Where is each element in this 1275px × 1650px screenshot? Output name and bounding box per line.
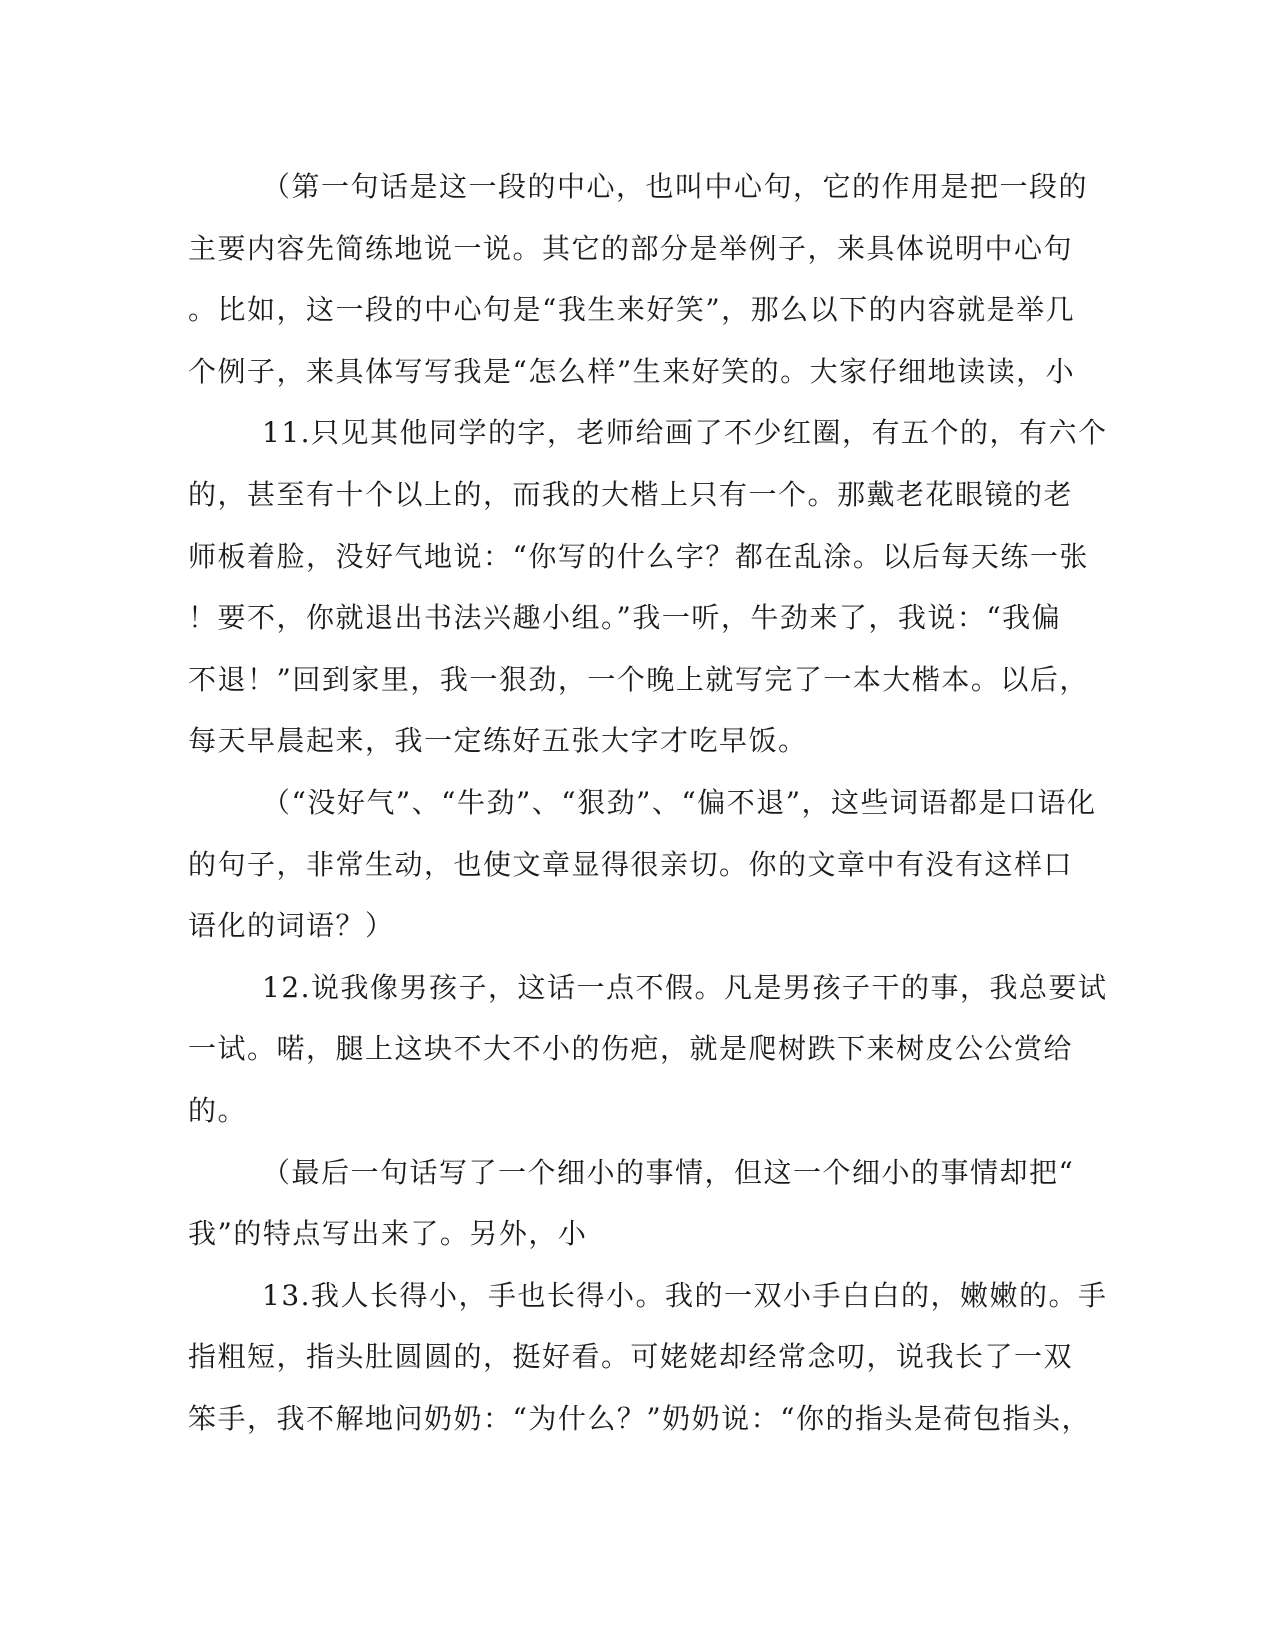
text-line: 13.我人长得小，手也长得小。我的一双小手白白的，嫩嫩的。手 (262, 1278, 1108, 1312)
text-line: 每天早晨起来，我一定练好五张大字才吃早饭。 (188, 724, 808, 758)
text-line: 我”的特点写出来了。另外，小 (188, 1217, 588, 1251)
text-line: 语化的词语？） (188, 909, 395, 943)
body-text (188, 156, 1108, 1449)
text-line: 一试。喏，腿上这块不大不小的伤疤，就是爬树跌下来树皮公公赏给 (188, 1032, 1074, 1066)
text-line: 主要内容先简练地说一说。其它的部分是举例子，来具体说明中心句 (188, 231, 1074, 265)
text-line: 12.说我像男孩子，这话一点不假。凡是男孩子干的事，我总要试 (262, 970, 1108, 1004)
text-line: （最后一句话写了一个细小的事情，但这一个细小的事情却把“ (262, 1155, 1075, 1189)
text-line: 的。 (188, 1093, 248, 1127)
text-line: （第一句话是这一段的中心，也叫中心句，它的作用是把一段的 (262, 170, 1089, 203)
text-line: 笨手，我不解地问奶奶：“为什么？”奶奶说：“你的指头是荷包指头， (188, 1401, 1091, 1435)
text-line: ！要不，你就退出书法兴趣小组。”我一听，牛劲来了，我说：“我偏 (188, 601, 1062, 635)
text-line: 的句子，非常生动，也使文章显得很亲切。你的文章中有没有这样口 (188, 847, 1074, 881)
text-line: 。比如，这一段的中心句是“我生来好笑”，那么以下的内容就是举几 (188, 293, 1076, 327)
text-line: 师板着脸，没好气地说：“你写的什么字？都在乱涂。以后每天练一张 (188, 539, 1089, 573)
text-line: 个例子，来具体写写我是“怎么样”生来好笑的。大家仔细地读读，小 (188, 354, 1076, 388)
text-line: 不退！”回到家里，我一狠劲，一个晚上就写完了一本大楷本。以后， (188, 662, 1089, 696)
text-line: （“没好气”、“牛劲”、“狠劲”、“偏不退”，这些词语都是口语化 (262, 785, 1097, 819)
text-line: 11.只见其他同学的字，老师给画了不少红圈，有五个的，有六个 (262, 416, 1108, 450)
text-line: 指粗短，指头肚圆圆的，挺好看。可姥姥却经常念叨，说我长了一双 (188, 1340, 1074, 1374)
text-line: 的，甚至有十个以上的，而我的大楷上只有一个。那戴老花眼镜的老 (188, 477, 1074, 511)
